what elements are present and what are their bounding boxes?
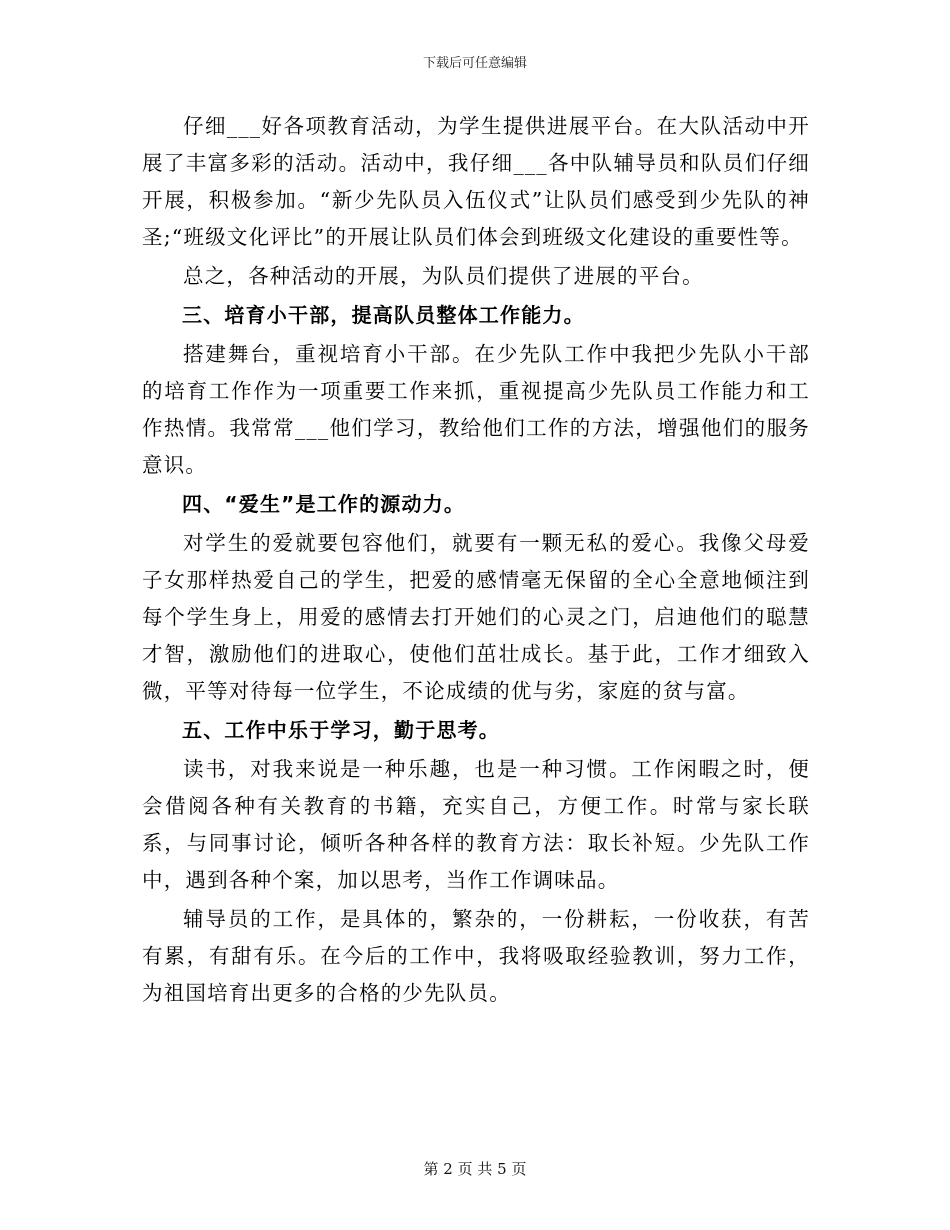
paragraph-conclusion: 辅导员的工作，是具体的，繁杂的，一份耕耘，一份收获，有苦有累，有甜有乐。在今后的工作中，我将吸取经验教训，努力工作，为祖国培育出更多的合格的少先队员。 xyxy=(142,907,810,1005)
section-heading-4: 四、“爱生”是工作的源动力。 xyxy=(182,492,466,516)
paragraph-summary: 总之，各种活动的开展，为队员们提供了进展的平台。 xyxy=(183,264,704,288)
page-footer: 第 2 页 共 5 页 xyxy=(423,1160,527,1178)
paragraph-study: 读书，对我来说是一种乐趣，也是一种习惯。工作闲暇之时，便会借阅各种有关教育的书籍，充实自己，方便工作。时常与家长联系，与同事讨论，倾听各种各样的教育方法：取长补短。少先队工作中，遇到各种个案，加以思考，当作工作调味品。 xyxy=(142,757,810,892)
page-header: 下载后可任意编辑 xyxy=(422,56,527,71)
paragraph-activities: 仔细___好各项教育活动，为学生提供进展平台。在大队活动中开展了丰富多彩的活动。活动中，我仔细___各中队辅导员和队员们仔细开展，积极参加。“新少先队员入伍仪式”让队员们感受到少先队的神圣;“班级文化评比”的开展让队员们体会到班级文化建设的重要性等。 xyxy=(142,114,810,249)
paragraph-cadres: 搭建舞台，重视培育小干部。在少先队工作中我把少先队小干部的培育工作作为一项重要工作来抓，重视提高少先队员工作能力和工作热情。我常常___他们学习，教给他们工作的方法，增强他们的服务意识。 xyxy=(142,342,810,477)
section-heading-5: 五、工作中乐于学习，勤于思考。 xyxy=(182,718,500,742)
paragraph-love: 对学生的爱就要包容他们，就要有一颗无私的爱心。我像父母爱子女那样热爱自己的学生，把爱的感情毫无保留的全心全意地倾注到每个学生身上，用爱的感情去打开她们的心灵之门，启迪他们的聪慧才智，激励他们的进取心，使他们茁壮成长。基于此，工作才细致入微，平等对待每一位学生，不论成绩的优与劣，家庭的贫与富。 xyxy=(142,531,810,703)
section-heading-3: 三、培育小干部，提高队员整体工作能力。 xyxy=(182,303,585,327)
document-body xyxy=(142,108,810,1014)
